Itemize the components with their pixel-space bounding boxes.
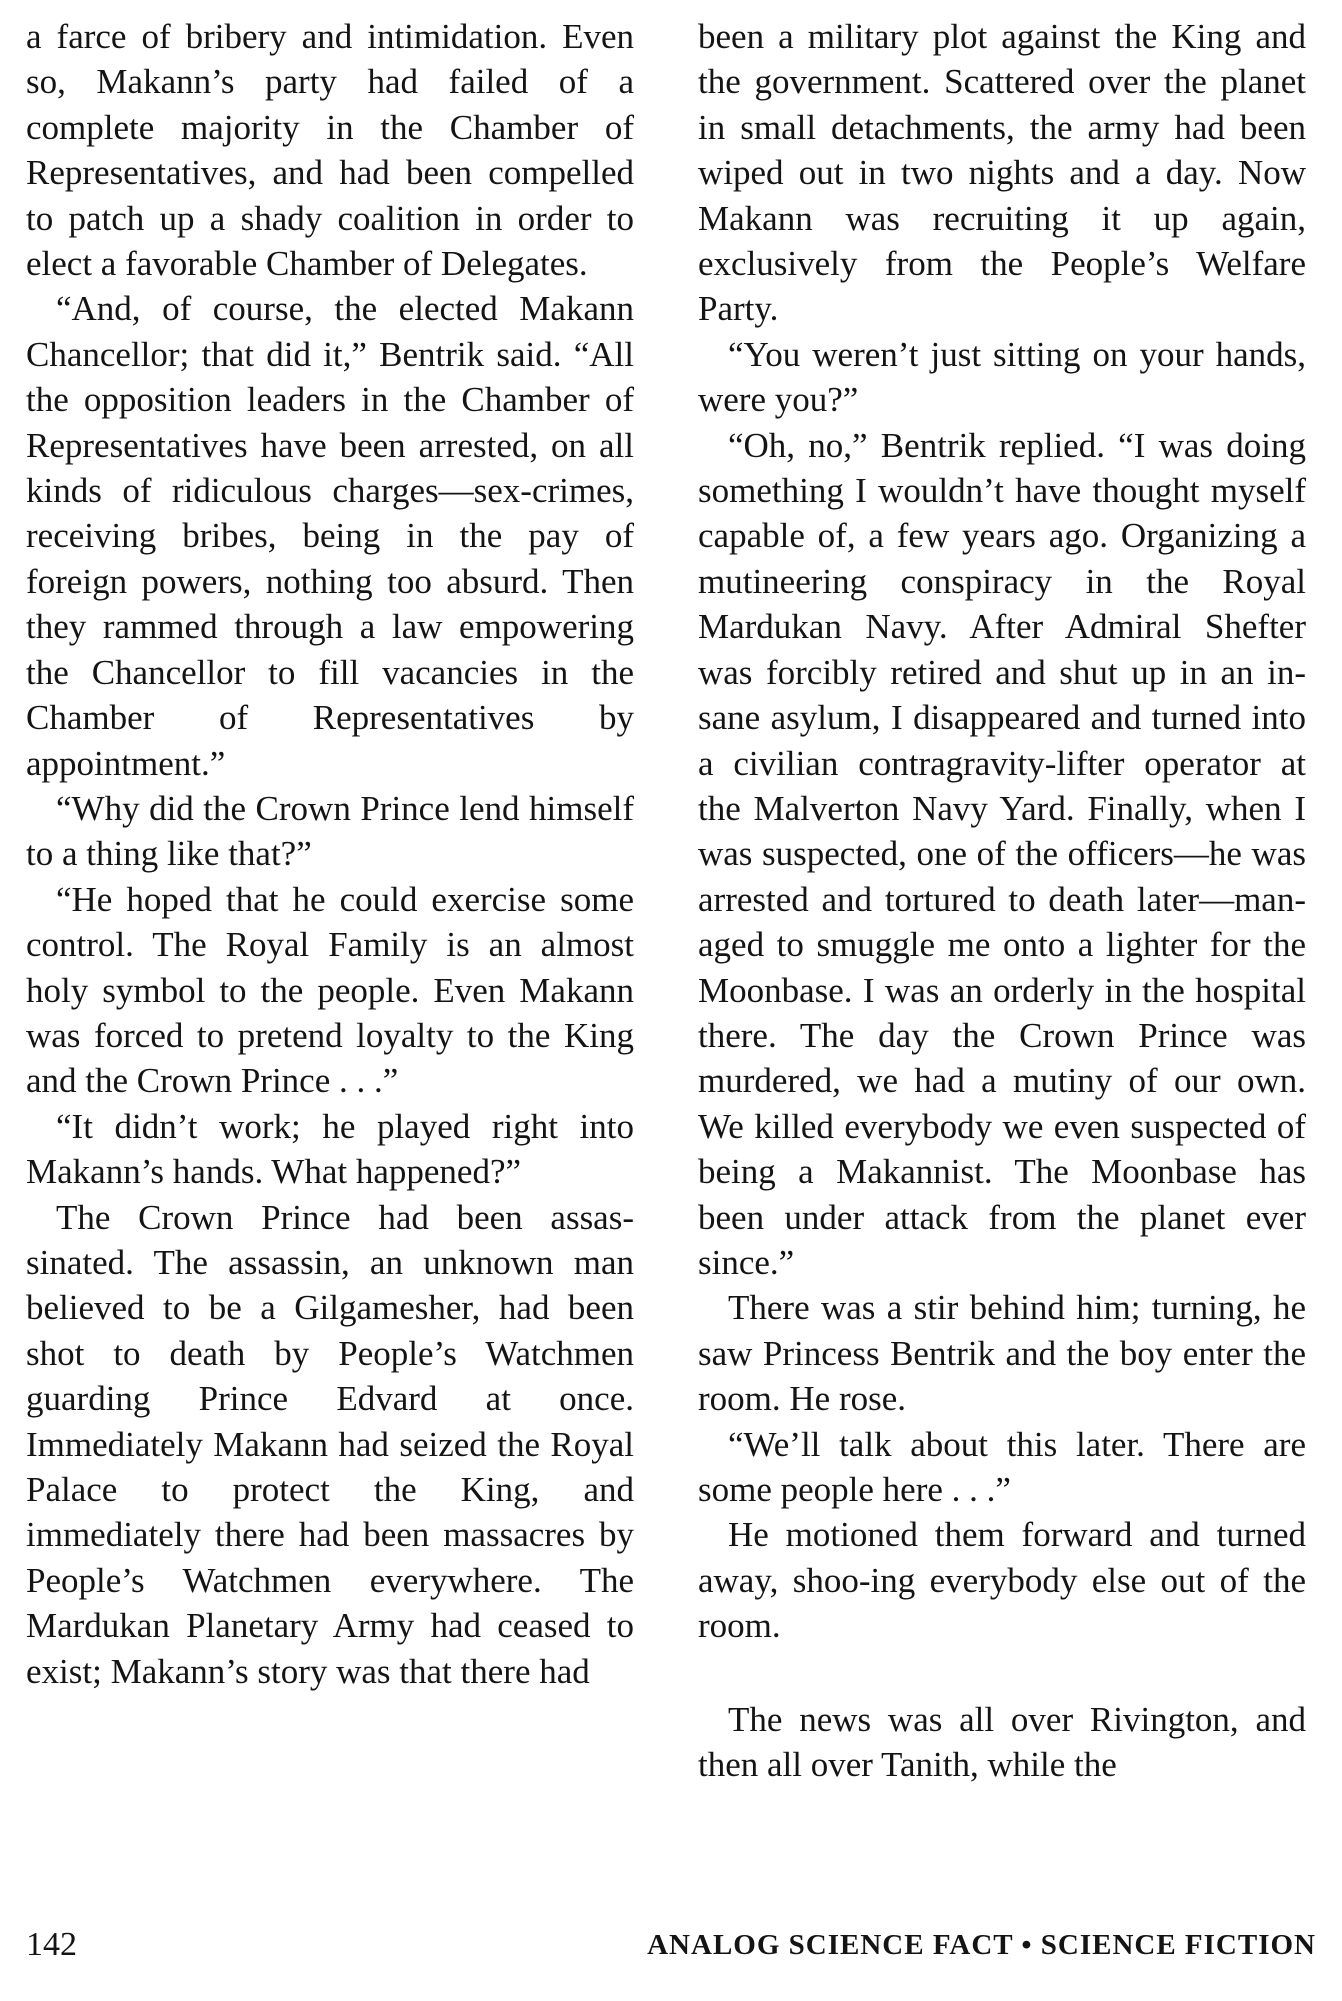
- paragraph: “And, of course, the elected Makann Chancellor; that did it,” Bentrik said. “All the opposition leaders in the Chamber of Representatives have been arrested, on all kinds of ridiculous charges—sex-crimes, receiving bribes, being in the pay of foreign powers, nothing too absurd. Then they rammed through a law empowering the Chancellor to fill vacancies in the Chamber of Representatives by appointment.”: [26, 289, 634, 783]
- running-head: ANALOG SCIENCE FACT • SCIENCE FICTION: [647, 1929, 1316, 1961]
- page-footer: [26, 1920, 1316, 1970]
- paragraph: He motioned them forward and turned away, shoo-ing everybody else out of the room.: [698, 1515, 1306, 1646]
- section-break: [698, 1649, 1306, 1697]
- page-number: 142: [26, 1926, 77, 1963]
- paragraph: “Oh, no,” Bentrik replied. “I was doing something I wouldn’t have thought myself capable of, a few years ago. Organizing a mutineering conspiracy in the Royal Mardukan Navy. After Admiral Shefter was forcibly retired and shut up in an insane asylum, I disappeared and turned into a civilian contragravity-lifter operator at the Malverton Navy Yard. Finally, when I was suspected, one of the officers—he was arrested and tortured to death later—managed to smuggle me onto a lighter for the Moonbase. I was an orderly in the hospital there. The day the Crown Prince was murdered, we had a mutiny of our own. We killed everybody we even suspected of being a Makannist. The Moonbase has been under attack from the planet ever since.”: [698, 425, 1306, 1282]
- paragraph: “Why did the Crown Prince lend himself to a thing like that?”: [26, 788, 634, 874]
- magazine-page: [26, 14, 1316, 1974]
- paragraph: There was a stir behind him; turning, he saw Princess Bentrik and the boy enter the room. He rose.: [698, 1288, 1306, 1419]
- paragraph: “It didn’t work; he played right into Makann’s hands. What happened?”: [26, 1106, 634, 1192]
- left-column: [26, 14, 634, 1694]
- paragraph: a farce of bribery and intimidation. Even so, Makann’s party had failed of a complete majority in the Chamber of Representatives, and had been compelled to patch up a shady coalition in order to elect a favorable Chamber of Delegates.: [26, 17, 634, 284]
- paragraph: The Crown Prince had been assassinated. The assassin, an unknown man believed to be a Gilgamesher, had been shot to death by People’s Watchmen guarding Prince Edvard at once. Immediately Makann had seized the Royal Palace to protect the King, and immediately there had been massacres by People’s Watchmen everywhere. The Mardukan Planetary Army had ceased to exist; Makann’s story was that there had: [26, 1197, 634, 1691]
- right-column: [698, 14, 1306, 1787]
- paragraph: “You weren’t just sitting on your hands, were you?”: [698, 334, 1306, 420]
- paragraph: “We’ll talk about this later. There are some people here . . .”: [698, 1424, 1306, 1509]
- paragraph: The news was all over Rivington, and then all over Tanith, while the: [698, 1699, 1306, 1785]
- paragraph: “He hoped that he could exercise some control. The Royal Family is an almost holy symbol to the people. Even Makann was forced to pretend loyalty to the King and the Crown Prince . . .”: [26, 879, 634, 1101]
- paragraph: been a military plot against the King and the government. Scattered over the planet in small detachments, the army had been wiped out in two nights and a day. Now Makann was recruiting it up again, exclusively from the People’s Welfare Party.: [698, 17, 1306, 329]
